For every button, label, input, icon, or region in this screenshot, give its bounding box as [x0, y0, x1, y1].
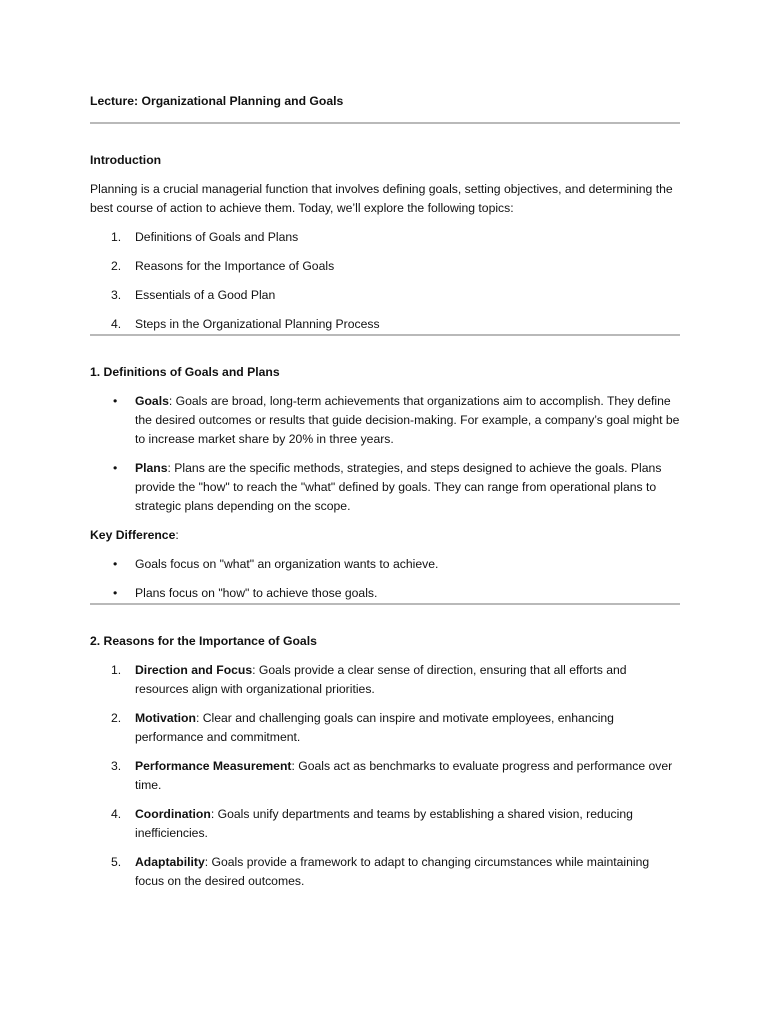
list-item: [90, 286, 680, 305]
bullet-icon: •: [113, 461, 118, 475]
key-difference-colon: :: [175, 528, 179, 542]
definitions-section: [90, 363, 680, 603]
term-description: : Goals provide a clear sense of direction, ensuring that all efforts and resources align with organizational priorities.: [135, 663, 627, 696]
term-label: Coordination: [135, 807, 211, 821]
divider-rule: [90, 122, 680, 124]
topics-list: [90, 228, 680, 334]
term-description: : Goals act as benchmarks to evaluate progress and performance over time.: [135, 759, 673, 792]
list-number: 2.: [111, 711, 122, 725]
list-item: [90, 257, 680, 276]
term-description: : Goals provide a framework to adapt to changing circumstances while maintaining focus on the desired outcomes.: [135, 855, 650, 888]
list-item: [90, 853, 680, 891]
key-difference-term: Key Difference: [90, 528, 176, 542]
list-number: 4.: [111, 807, 122, 821]
list-number: 3.: [111, 759, 122, 773]
term-label: Motivation: [135, 711, 196, 725]
document-title: Lecture: Organizational Planning and Goals: [90, 94, 344, 108]
introduction-heading: Introduction: [90, 153, 162, 167]
term-description: : Plans are the specific methods, strategies, and steps designed to achieve the goals. Plans provide the "how" to reach the "what" defined by goals. They can range from operational plans to strategic plans depending on the scope.: [135, 461, 662, 513]
introduction-paragraph: Planning is a crucial managerial function that involves defining goals, setting objectives, and determining the best course of action to achieve them. Today, we’ll explore the following topics:: [90, 182, 673, 215]
term-description: : Goals are broad, long-term achievements that organizations aim to accomplish. They define the desired outcomes or results that guide decision-making. For example, a company’s goal might be to increase market share by 20% in three years.: [135, 394, 680, 446]
list-number: 5.: [111, 855, 122, 869]
list-number: 1.: [111, 663, 122, 677]
list-item: [90, 661, 680, 699]
list-item-text: Goals focus on "what" an organization wants to achieve.: [135, 557, 439, 571]
list-item-text: Steps in the Organizational Planning Process: [135, 317, 380, 331]
list-item-text: Reasons for the Importance of Goals: [135, 259, 335, 273]
list-item: [90, 709, 680, 747]
term-label: Plans: [135, 461, 168, 475]
term-label: Goals: [135, 394, 169, 408]
list-number: 2.: [111, 259, 122, 273]
list-number: 3.: [111, 288, 122, 302]
key-difference-list: [90, 555, 680, 603]
importance-heading: 2. Reasons for the Importance of Goals: [90, 634, 317, 648]
list-item: [90, 459, 680, 516]
list-item: [90, 228, 680, 247]
list-number: 1.: [111, 230, 122, 244]
bullet-icon: •: [113, 394, 118, 408]
list-item-text: Plans focus on "how" to achieve those goals.: [135, 586, 378, 600]
list-item: [90, 315, 680, 334]
introduction-section: [90, 151, 680, 334]
bullet-icon: •: [113, 586, 118, 600]
bullet-icon: •: [113, 557, 118, 571]
list-item: [90, 584, 680, 603]
term-description: : Goals unify departments and teams by establishing a shared vision, reducing inefficiencies.: [135, 807, 633, 840]
list-number: 4.: [111, 317, 122, 331]
document-content: [90, 92, 680, 891]
list-item: [90, 805, 680, 843]
list-item: [90, 555, 680, 574]
list-item-text: Definitions of Goals and Plans: [135, 230, 299, 244]
term-label: Adaptability: [135, 855, 205, 869]
importance-section: [90, 632, 680, 891]
list-item: [90, 392, 680, 449]
term-description: : Clear and challenging goals can inspire and motivate employees, enhancing performance and commitment.: [135, 711, 614, 744]
divider-rule: [90, 334, 680, 336]
reasons-list: [90, 661, 680, 891]
term-label: Direction and Focus: [135, 663, 253, 677]
list-item: [90, 757, 680, 795]
definitions-list: [90, 392, 680, 516]
divider-rule: [90, 603, 680, 605]
term-label: Performance Measurement: [135, 759, 292, 773]
key-difference-label: [90, 526, 680, 545]
definitions-heading: 1. Definitions of Goals and Plans: [90, 365, 280, 379]
list-item-text: Essentials of a Good Plan: [135, 288, 276, 302]
